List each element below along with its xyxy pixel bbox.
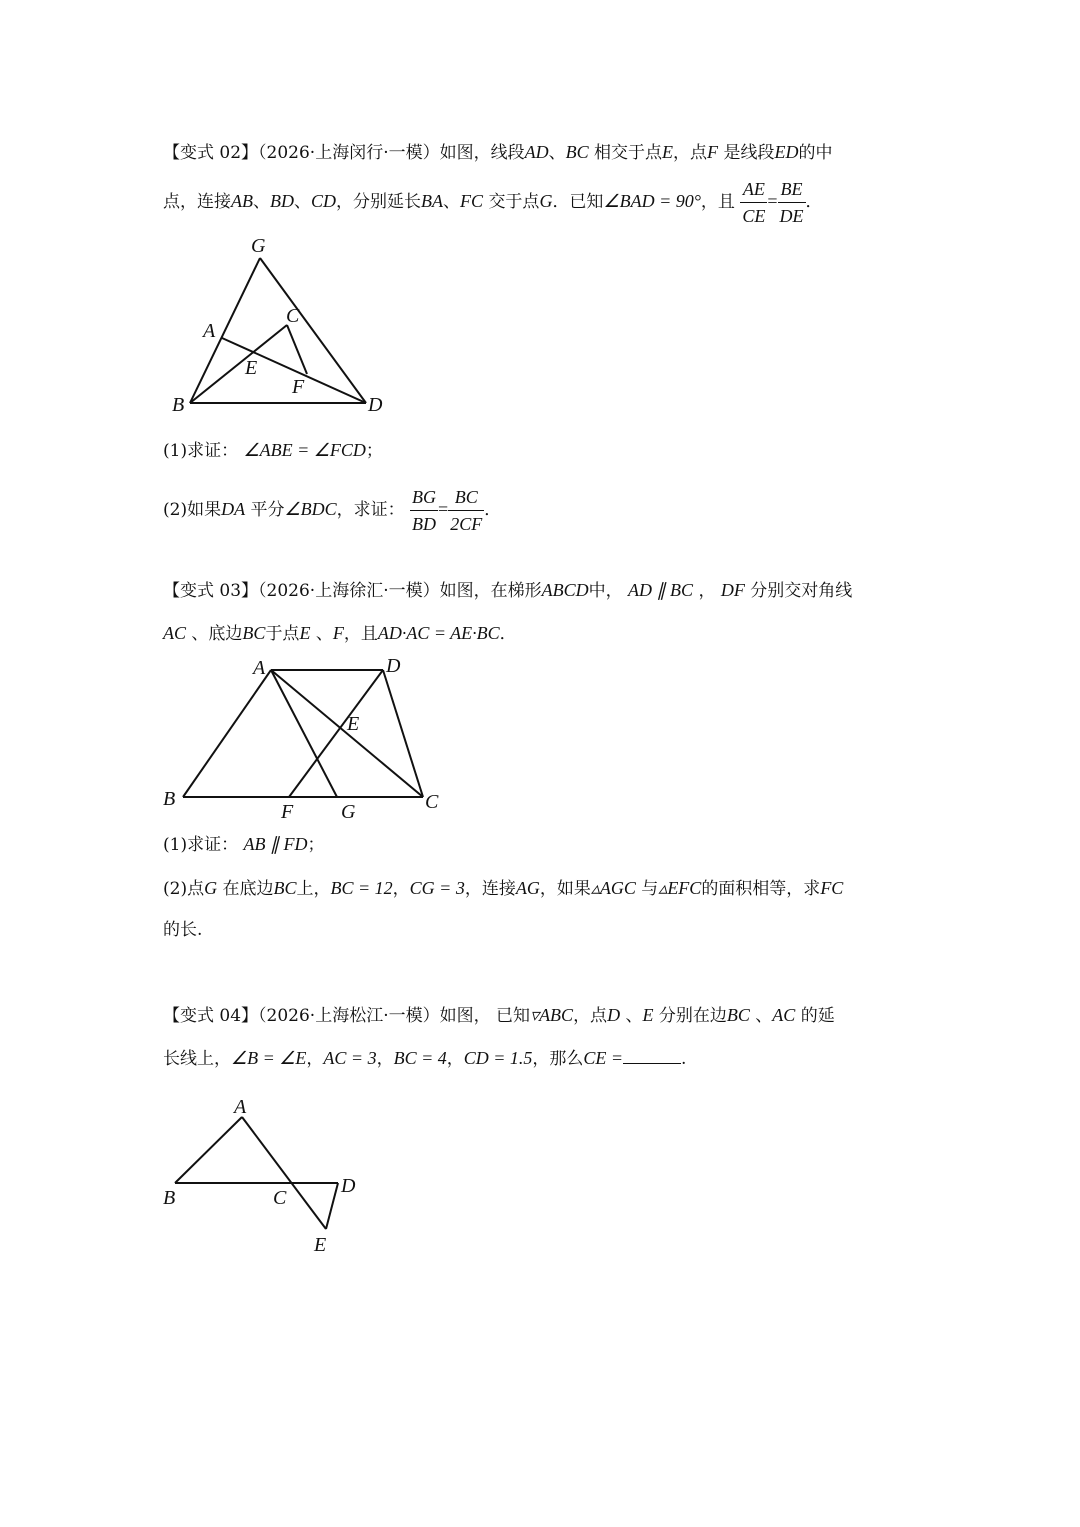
- fig2-label-e: E: [347, 713, 360, 735]
- fig2-label-d: D: [386, 655, 401, 677]
- fig3-segment-de: [326, 1183, 338, 1229]
- p03-question-2-cont: 的长.: [163, 920, 203, 940]
- p04-line-1: 【变式 04】（2026·上海松江·一模）如图， 已知▿ABC，点D 、E 分别在边BC 、AC 的延: [163, 1005, 835, 1026]
- fig1-label-e: E: [245, 357, 258, 379]
- fig3-segment-ab: [175, 1117, 242, 1183]
- fig3-label-a: A: [234, 1096, 247, 1118]
- p02-question-2: (2)如果DA 平分∠BDC，求证： $\frac{BG}{BD}$ = $\frac{BC}{2CF}$ ．: [163, 487, 502, 534]
- fig2-label-g: G: [341, 801, 356, 823]
- fig3-label-d: D: [341, 1175, 356, 1197]
- fraction-be-de: $\frac{BE}{DE}$: [779, 179, 804, 226]
- p02-line-2: 点，连接AB、BD、CD，分别延长BA、FC 交于点G．已知∠BAD = 90°，且 $\frac{AE}{CE}$ = $\frac{BE}{DE}$ ．: [163, 179, 823, 226]
- p02-question-1: (1)求证： ∠ABE = ∠FCD；: [163, 440, 383, 461]
- fig1-segment-gd: [260, 258, 366, 403]
- fig3-segment-ae: [242, 1117, 326, 1229]
- p03-question-1: (1)求证： AB ∥ FD；: [163, 834, 325, 855]
- fig3-label-e: E: [314, 1234, 327, 1256]
- figure-3: [163, 1096, 356, 1256]
- p03-line-2: AC 、底边BC于点E 、F，且AD·AC = AE·BC．: [163, 623, 517, 644]
- p04-tag: 【变式 04】: [163, 1006, 259, 1026]
- fig1-label-g: G: [251, 235, 266, 257]
- fig1-label-a: A: [203, 320, 216, 342]
- p03-question-2: (2)点G 在底边BC上，BC = 12，CG = 3，连接AG，如果▵AGC 与▵EFC的面积相等，求FC: [163, 878, 844, 899]
- fig3-label-c: C: [273, 1187, 287, 1209]
- fraction-ae-ce: $\frac{AE}{CE}$: [742, 179, 766, 226]
- fig1-label-d: D: [368, 394, 383, 416]
- fig2-label-c: C: [425, 791, 439, 813]
- fig1-segment-gb: [190, 258, 260, 403]
- fraction-bg-bd: $\frac{BG}{BD}$: [412, 487, 437, 534]
- fig2-label-b: B: [163, 788, 176, 810]
- fig2-segment-ab: [183, 670, 271, 797]
- p04-source: （2026·上海松江·一模）: [258, 1006, 440, 1026]
- fig2-label-f: F: [281, 801, 294, 823]
- p03-tag: 【变式 03】: [163, 581, 259, 601]
- fraction-bc-2cf: $\frac{BC}{2CF}$: [450, 487, 483, 534]
- p04-line-2: 长线上，∠B = ∠E，AC = 3，BC = 4，CD = 1.5，那么CE = .: [163, 1048, 687, 1069]
- p03-source: （2026·上海徐汇·一模）: [258, 581, 440, 601]
- fig1-label-f: F: [292, 376, 305, 398]
- p02-tag: 【变式 02】: [163, 143, 259, 163]
- p02-source: （2026·上海闵行·一模）: [258, 143, 440, 163]
- fig3-label-b: B: [163, 1187, 176, 1209]
- fig2-label-a: A: [253, 657, 266, 679]
- p02-line-1: 【变式 02】（2026·上海闵行·一模）如图，线段AD、BC 相交于点E，点F 是线段ED的中: [163, 142, 833, 163]
- fig2-segment-dc: [383, 670, 423, 797]
- fig1-label-b: B: [172, 394, 185, 416]
- fig1-label-c: C: [286, 305, 300, 327]
- figure-1: [172, 235, 383, 416]
- fig1-segment-cf: [287, 325, 307, 374]
- p03-line-1: 【变式 03】（2026·上海徐汇·一模）如图，在梯形ABCD中， AD ∥ BC ， DF 分别交对角线: [163, 580, 853, 601]
- figure-2: [163, 655, 439, 823]
